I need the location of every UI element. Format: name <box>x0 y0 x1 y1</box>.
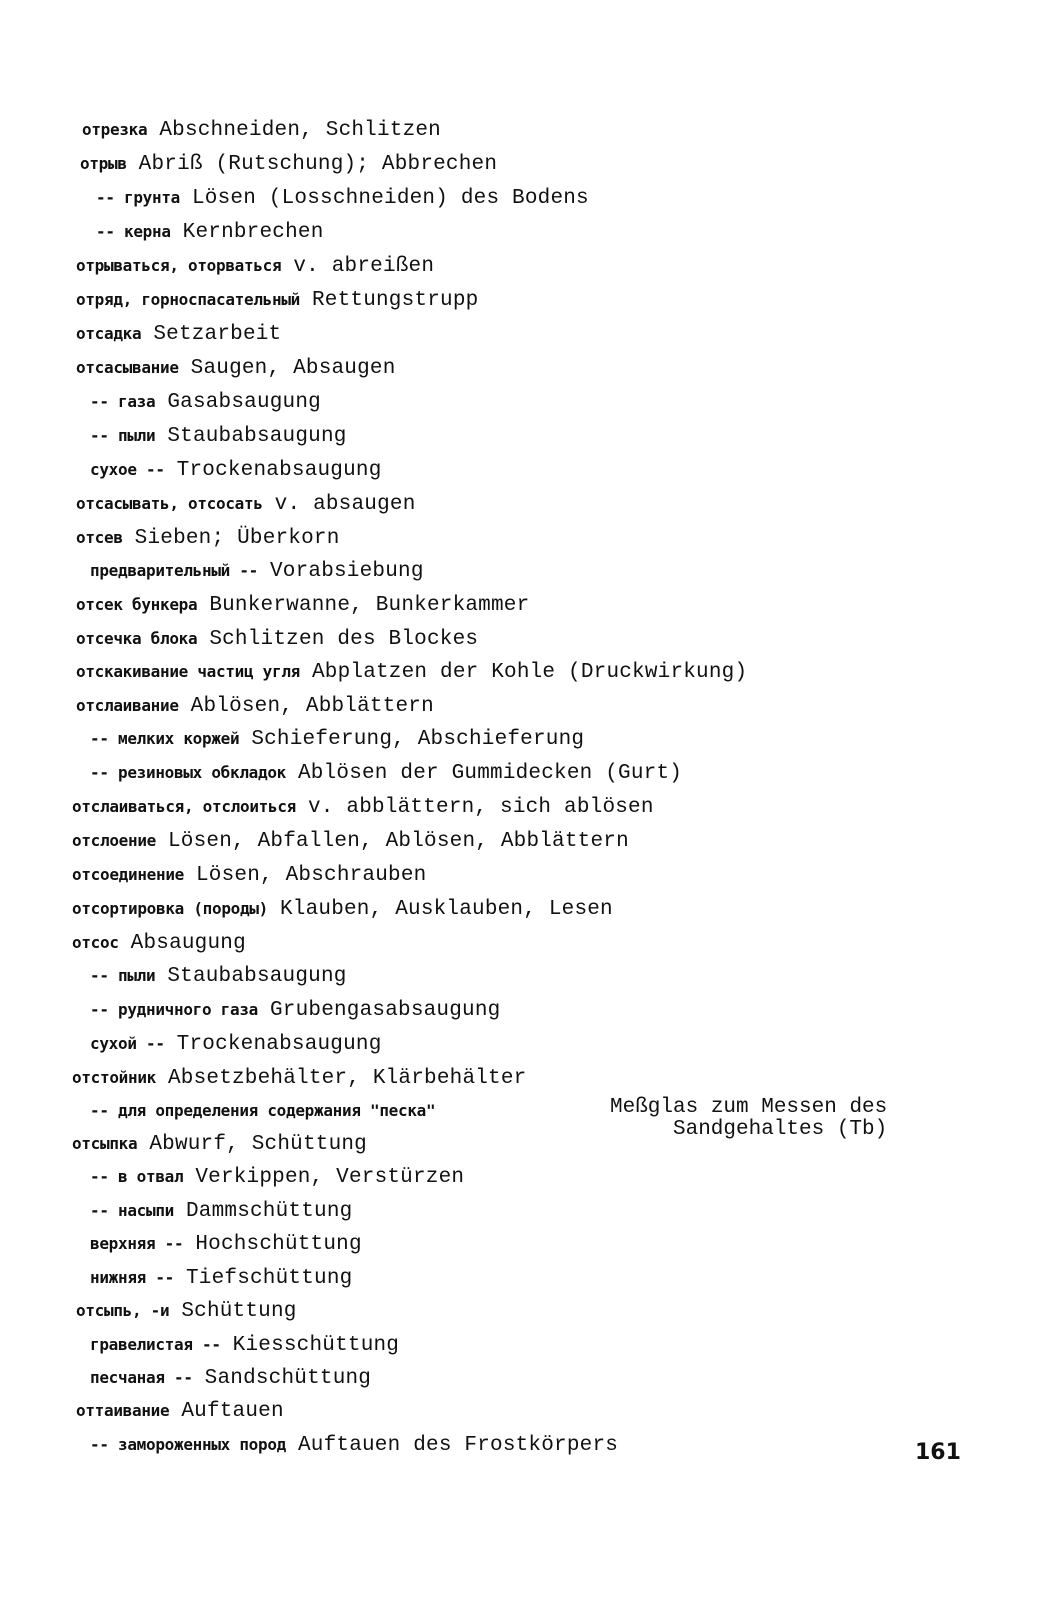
entry-german-translation: Gasabsaugung <box>167 391 321 414</box>
entry-russian-term: -- замороженных пород <box>90 1435 286 1454</box>
side-note <box>610 1097 887 1141</box>
entry-row <box>90 997 500 1024</box>
entry-russian-term: -- насыпи <box>90 1201 174 1220</box>
entry-row <box>90 457 382 484</box>
entry-german-translation: Ablösen der Gummidecken (Gurt) <box>298 762 683 785</box>
entry-russian-term: отслоение <box>72 831 156 850</box>
entry-row <box>72 1065 526 1092</box>
entry-row <box>76 287 478 314</box>
entry-row <box>76 525 340 552</box>
entry-russian-term: -- пыли <box>90 426 156 445</box>
entry-row <box>90 1231 362 1258</box>
entry-row <box>76 626 478 653</box>
entry-row <box>90 1332 399 1359</box>
entry-german-translation: Abschneiden, Schlitzen <box>159 119 441 142</box>
entry-german-translation: Lösen, Abschrauben <box>196 864 427 887</box>
entry-row <box>80 151 497 178</box>
entry-german-translation: Dammschüttung <box>186 1200 353 1223</box>
entry-german-translation: Trockenabsaugung <box>176 1033 382 1056</box>
entry-russian-term: отсоединение <box>72 865 184 884</box>
entry-german-translation: Grubengasabsaugung <box>270 999 501 1022</box>
entry-german-translation: Absetzbehälter, Klärbehälter <box>168 1067 527 1090</box>
entry-russian-term: сухое -- <box>90 460 165 479</box>
entry-russian-term: верхняя -- <box>90 1234 184 1253</box>
entry-row <box>96 185 589 212</box>
entry-german-translation: Trockenabsaugung <box>176 459 382 482</box>
entry-german-translation: v. abblättern, sich ablösen <box>308 796 654 819</box>
entry-row <box>76 1298 297 1325</box>
entry-german-translation: Setzarbeit <box>153 323 282 346</box>
entry-row <box>82 117 441 144</box>
entry-russian-term: отсыпь, -и <box>76 1301 170 1320</box>
entry-russian-term: отсасывание <box>76 358 179 377</box>
entry-row <box>90 1098 447 1125</box>
entry-row <box>90 423 347 450</box>
entry-russian-term: гравелистая -- <box>90 1335 221 1354</box>
entry-row <box>90 389 321 416</box>
entry-row <box>76 491 416 518</box>
entry-row <box>90 1265 352 1292</box>
entry-german-translation: Kiesschüttung <box>232 1334 400 1357</box>
entry-russian-term: -- рудничного газа <box>90 1000 258 1019</box>
entry-russian-term: отстойник <box>72 1068 156 1087</box>
entry-russian-term: отряд, горноспасательный <box>76 290 300 309</box>
entry-row <box>72 828 629 855</box>
entry-russian-term: -- газа <box>90 392 156 411</box>
entry-german-translation: Abriß (Rutschung); Abbrechen <box>138 153 498 176</box>
entry-russian-term: отсек бункера <box>76 595 198 614</box>
entry-german-translation: Schüttung <box>181 1300 297 1323</box>
entry-russian-term: -- керна <box>96 222 171 241</box>
entry-row <box>76 355 396 382</box>
entry-german-translation: Sandschüttung <box>204 1367 372 1390</box>
entry-russian-term: оттаивание <box>76 1401 170 1420</box>
entry-row <box>90 726 584 753</box>
entry-german-translation: Abwurf, Schüttung <box>149 1133 367 1156</box>
entry-german-translation: Auftauen des Frostkörpers <box>298 1434 619 1457</box>
entry-russian-term: отсасывать, отсосать <box>76 494 263 513</box>
entry-russian-term: отслаивание <box>76 696 179 715</box>
entry-row <box>76 592 529 619</box>
entry-russian-term: предварительный -- <box>90 561 258 580</box>
entry-row <box>90 963 347 990</box>
entry-row <box>76 659 747 686</box>
entry-russian-term: песчаная -- <box>90 1368 193 1387</box>
entry-german-translation: Verkippen, Verstürzen <box>195 1166 465 1189</box>
entry-row <box>90 1198 352 1225</box>
entry-row <box>90 1432 618 1459</box>
entry-russian-term: отсос <box>72 933 119 952</box>
entry-row <box>90 760 682 787</box>
entry-russian-term: -- резиновых обкладок <box>90 763 286 782</box>
entry-german-translation: Ablösen, Abblättern <box>190 695 434 718</box>
entry-german-translation: Vorabsiebung <box>270 560 424 583</box>
entry-german-translation: Lösen, Abfallen, Ablösen, Abblättern <box>168 830 629 853</box>
entry-row <box>76 321 281 348</box>
entry-russian-term: отсыпка <box>72 1134 138 1153</box>
entry-german-translation: v. absaugen <box>274 493 416 516</box>
entry-german-translation: Absaugung <box>130 932 246 955</box>
entry-russian-term: отрыв <box>80 154 127 173</box>
entry-german-translation: Abplatzen der Kohle (Druckwirkung) <box>312 661 748 684</box>
entry-german-translation: Saugen, Absaugen <box>190 357 396 380</box>
entry-row <box>96 219 324 246</box>
entry-russian-term: отсадка <box>76 324 142 343</box>
entry-german-translation: Klauben, Ausklauben, Lesen <box>280 898 613 921</box>
entry-german-translation: Schlitzen des Blockes <box>209 628 479 651</box>
entry-german-translation: Lösen (Losschneiden) des Bodens <box>192 187 589 210</box>
side-note-line1: Meßglas zum Messen des <box>610 1096 888 1119</box>
entry-row <box>72 896 613 923</box>
entry-russian-term: нижняя -- <box>90 1268 174 1287</box>
entry-russian-term: отсев <box>76 528 123 547</box>
entry-russian-term: отрезка <box>82 120 148 139</box>
entry-russian-term: отсортировка (породы) <box>72 899 268 918</box>
page-number: 161 <box>915 1440 961 1465</box>
entry-row <box>76 693 434 720</box>
entry-german-translation: Tiefschüttung <box>186 1267 353 1290</box>
entry-row <box>72 930 246 957</box>
entry-german-translation: v. abreißen <box>293 255 435 278</box>
entry-row <box>72 862 426 889</box>
entry-german-translation: Schieferung, Abschieferung <box>251 728 585 751</box>
entry-russian-term: -- мелких коржей <box>90 729 240 748</box>
entry-russian-term: отсечка блока <box>76 629 198 648</box>
entry-german-translation: Auftauen <box>181 1400 284 1423</box>
entry-row <box>72 794 654 821</box>
entry-russian-term: отрываться, оторваться <box>76 256 282 275</box>
entry-russian-term: отслаиваться, отслоиться <box>72 797 296 816</box>
entry-russian-term: отскакивание частиц угля <box>76 662 300 681</box>
entry-german-translation: Rettungstrupp <box>312 289 479 312</box>
entry-russian-term: -- для определения содержания "песка" <box>90 1101 436 1120</box>
entry-row <box>90 1164 464 1191</box>
entry-german-translation: Sieben; Überkorn <box>134 527 340 550</box>
entry-german-translation: Bunkerwanne, Bunkerkammer <box>209 594 530 617</box>
entry-russian-term: сухой -- <box>90 1034 165 1053</box>
entry-german-translation: Staubabsaugung <box>167 965 347 988</box>
entry-russian-term: -- пыли <box>90 966 156 985</box>
entry-row <box>90 1365 371 1392</box>
entry-row <box>90 1031 382 1058</box>
side-note-line2: Sandgehaltes (Tb) <box>673 1118 888 1141</box>
entry-russian-term: -- в отвал <box>90 1167 184 1186</box>
entry-row <box>90 558 424 585</box>
entry-german-translation: Kernbrechen <box>182 221 324 244</box>
entry-row <box>72 1131 367 1158</box>
entry-russian-term: -- грунта <box>96 188 180 207</box>
entry-german-translation: Hochschüttung <box>195 1233 362 1256</box>
entry-row <box>76 253 434 280</box>
entry-german-translation: Staubabsaugung <box>167 425 347 448</box>
entry-row <box>76 1398 284 1425</box>
